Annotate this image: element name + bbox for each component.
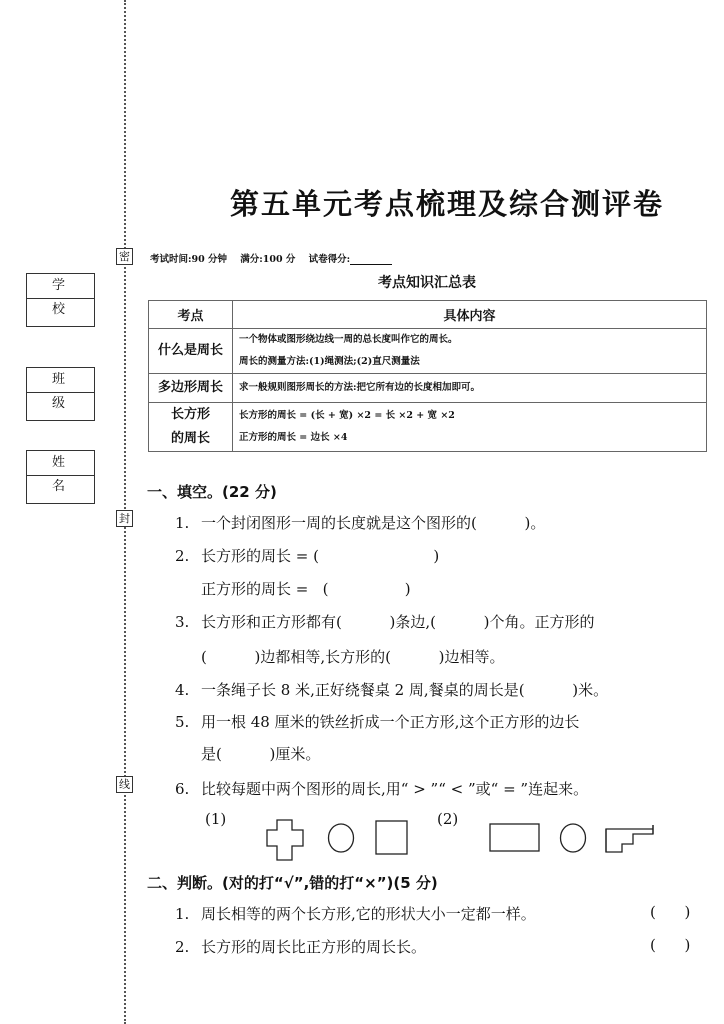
question-1-6 (175, 778, 588, 799)
content-line: 周长的测量方法:(1)绳测法;(2)直尺测量法 (239, 356, 420, 367)
score-label: 试卷得分: (308, 254, 351, 265)
score-blank[interactable] (350, 255, 392, 265)
step-shape-icon (605, 824, 655, 854)
question-1-3 (175, 611, 595, 632)
row-key-line: 长方形 (170, 407, 210, 422)
question-1-5 (175, 711, 579, 732)
seal-marker-xian: 线 (116, 776, 133, 793)
question-1-2 (175, 545, 439, 566)
question-text: 长方形的周长比正方形的周长长。 (201, 938, 427, 956)
page-title: 第五单元考点梳理及综合测评卷 (230, 187, 665, 221)
full-score: 满分:100 分 (240, 254, 296, 265)
question-text: 长方形的周长 = ( ) (201, 547, 440, 565)
row-content (233, 374, 707, 403)
row-key (149, 403, 233, 452)
cross-shape-icon (265, 818, 305, 864)
question-1-4 (175, 679, 608, 700)
column-header: 考点 (149, 301, 233, 329)
row-key: 多边形周长 (149, 374, 233, 403)
question-text: 比较每题中两个图形的周长,用“ > ”“ < ”或“ = ”连起来。 (201, 780, 589, 798)
name-label: 姓 名 (27, 451, 94, 476)
content-line: 求一般规则图形周长的方法:把它所有边的长度相加即可。 (239, 382, 481, 393)
summary-table (148, 300, 707, 452)
section-2-heading: 二、判断。(对的打“√”,错的打“×”)(5 分) (147, 874, 438, 892)
question-1-5-line-2: 是( )厘米。 (201, 745, 321, 763)
row-key-line: 的周长 (170, 431, 210, 446)
square-shape-icon (375, 820, 409, 856)
question-number: 1. (175, 514, 190, 532)
question-text: 用一根 48 厘米的铁丝折成一个正方形,这个正方形的边长 (201, 713, 580, 731)
judge-answer-2[interactable]: ( ) (650, 936, 691, 954)
table-row (149, 329, 707, 374)
q6-part-1-label: (1) (205, 810, 227, 828)
exam-time: 考试时间:90 分钟 (150, 254, 228, 265)
section-1-heading: 一、填空。(22 分) (147, 483, 277, 501)
seal-marker-mi: 密 (116, 248, 133, 265)
judge-answer-1[interactable]: ( ) (650, 903, 691, 921)
school-label: 学 校 (27, 274, 94, 299)
circle-shape-icon (559, 822, 587, 854)
question-text: 一个封闭图形一周的长度就是这个图形的( )。 (201, 514, 546, 532)
seal-marker-feng: 封 (116, 510, 133, 527)
question-number: 6. (175, 780, 190, 798)
question-number: 2. (175, 938, 190, 956)
question-number: 5. (175, 713, 190, 731)
question-text: 长方形和正方形都有( )条边,( )个角。正方形的 (201, 613, 595, 631)
question-1-1 (175, 512, 545, 533)
class-field[interactable] (26, 367, 95, 421)
row-key: 什么是周长 (149, 329, 233, 374)
question-1-2-line-2: 正方形的周长 = ( ) (201, 580, 411, 598)
content-line: 正方形的周长 = 边长 ×4 (239, 432, 348, 443)
table-row (149, 374, 707, 403)
question-number: 4. (175, 681, 190, 699)
question-1-3-line-2: ( )边都相等,长方形的( )边相等。 (201, 648, 505, 666)
name-field[interactable] (26, 450, 95, 504)
question-number: 2. (175, 547, 190, 565)
row-content (233, 329, 707, 374)
question-number: 1. (175, 905, 190, 923)
rectangle-shape-icon (489, 823, 541, 853)
class-label: 班 级 (27, 368, 94, 393)
content-line: 长方形的周长 = (长 + 宽) ×2 = 长 ×2 + 宽 ×2 (239, 410, 455, 421)
q6-part-2-label: (2) (437, 810, 459, 828)
column-header: 具体内容 (233, 301, 707, 329)
circle-shape-icon (327, 822, 355, 854)
judge-question-2 (175, 936, 426, 957)
content-line: 一个物体或图形绕边线一周的总长度叫作它的周长。 (239, 334, 458, 345)
table-row (149, 403, 707, 452)
question-text: 周长相等的两个长方形,它的形状大小一定都一样。 (201, 905, 536, 923)
summary-table-title: 考点知识汇总表 (378, 275, 476, 291)
exam-meta (150, 251, 392, 265)
question-text: 一条绳子长 8 米,正好绕餐桌 2 周,餐桌的周长是( )米。 (201, 681, 609, 699)
judge-question-1 (175, 903, 536, 924)
question-number: 3. (175, 613, 190, 631)
table-header-row (149, 301, 707, 329)
row-content (233, 403, 707, 452)
